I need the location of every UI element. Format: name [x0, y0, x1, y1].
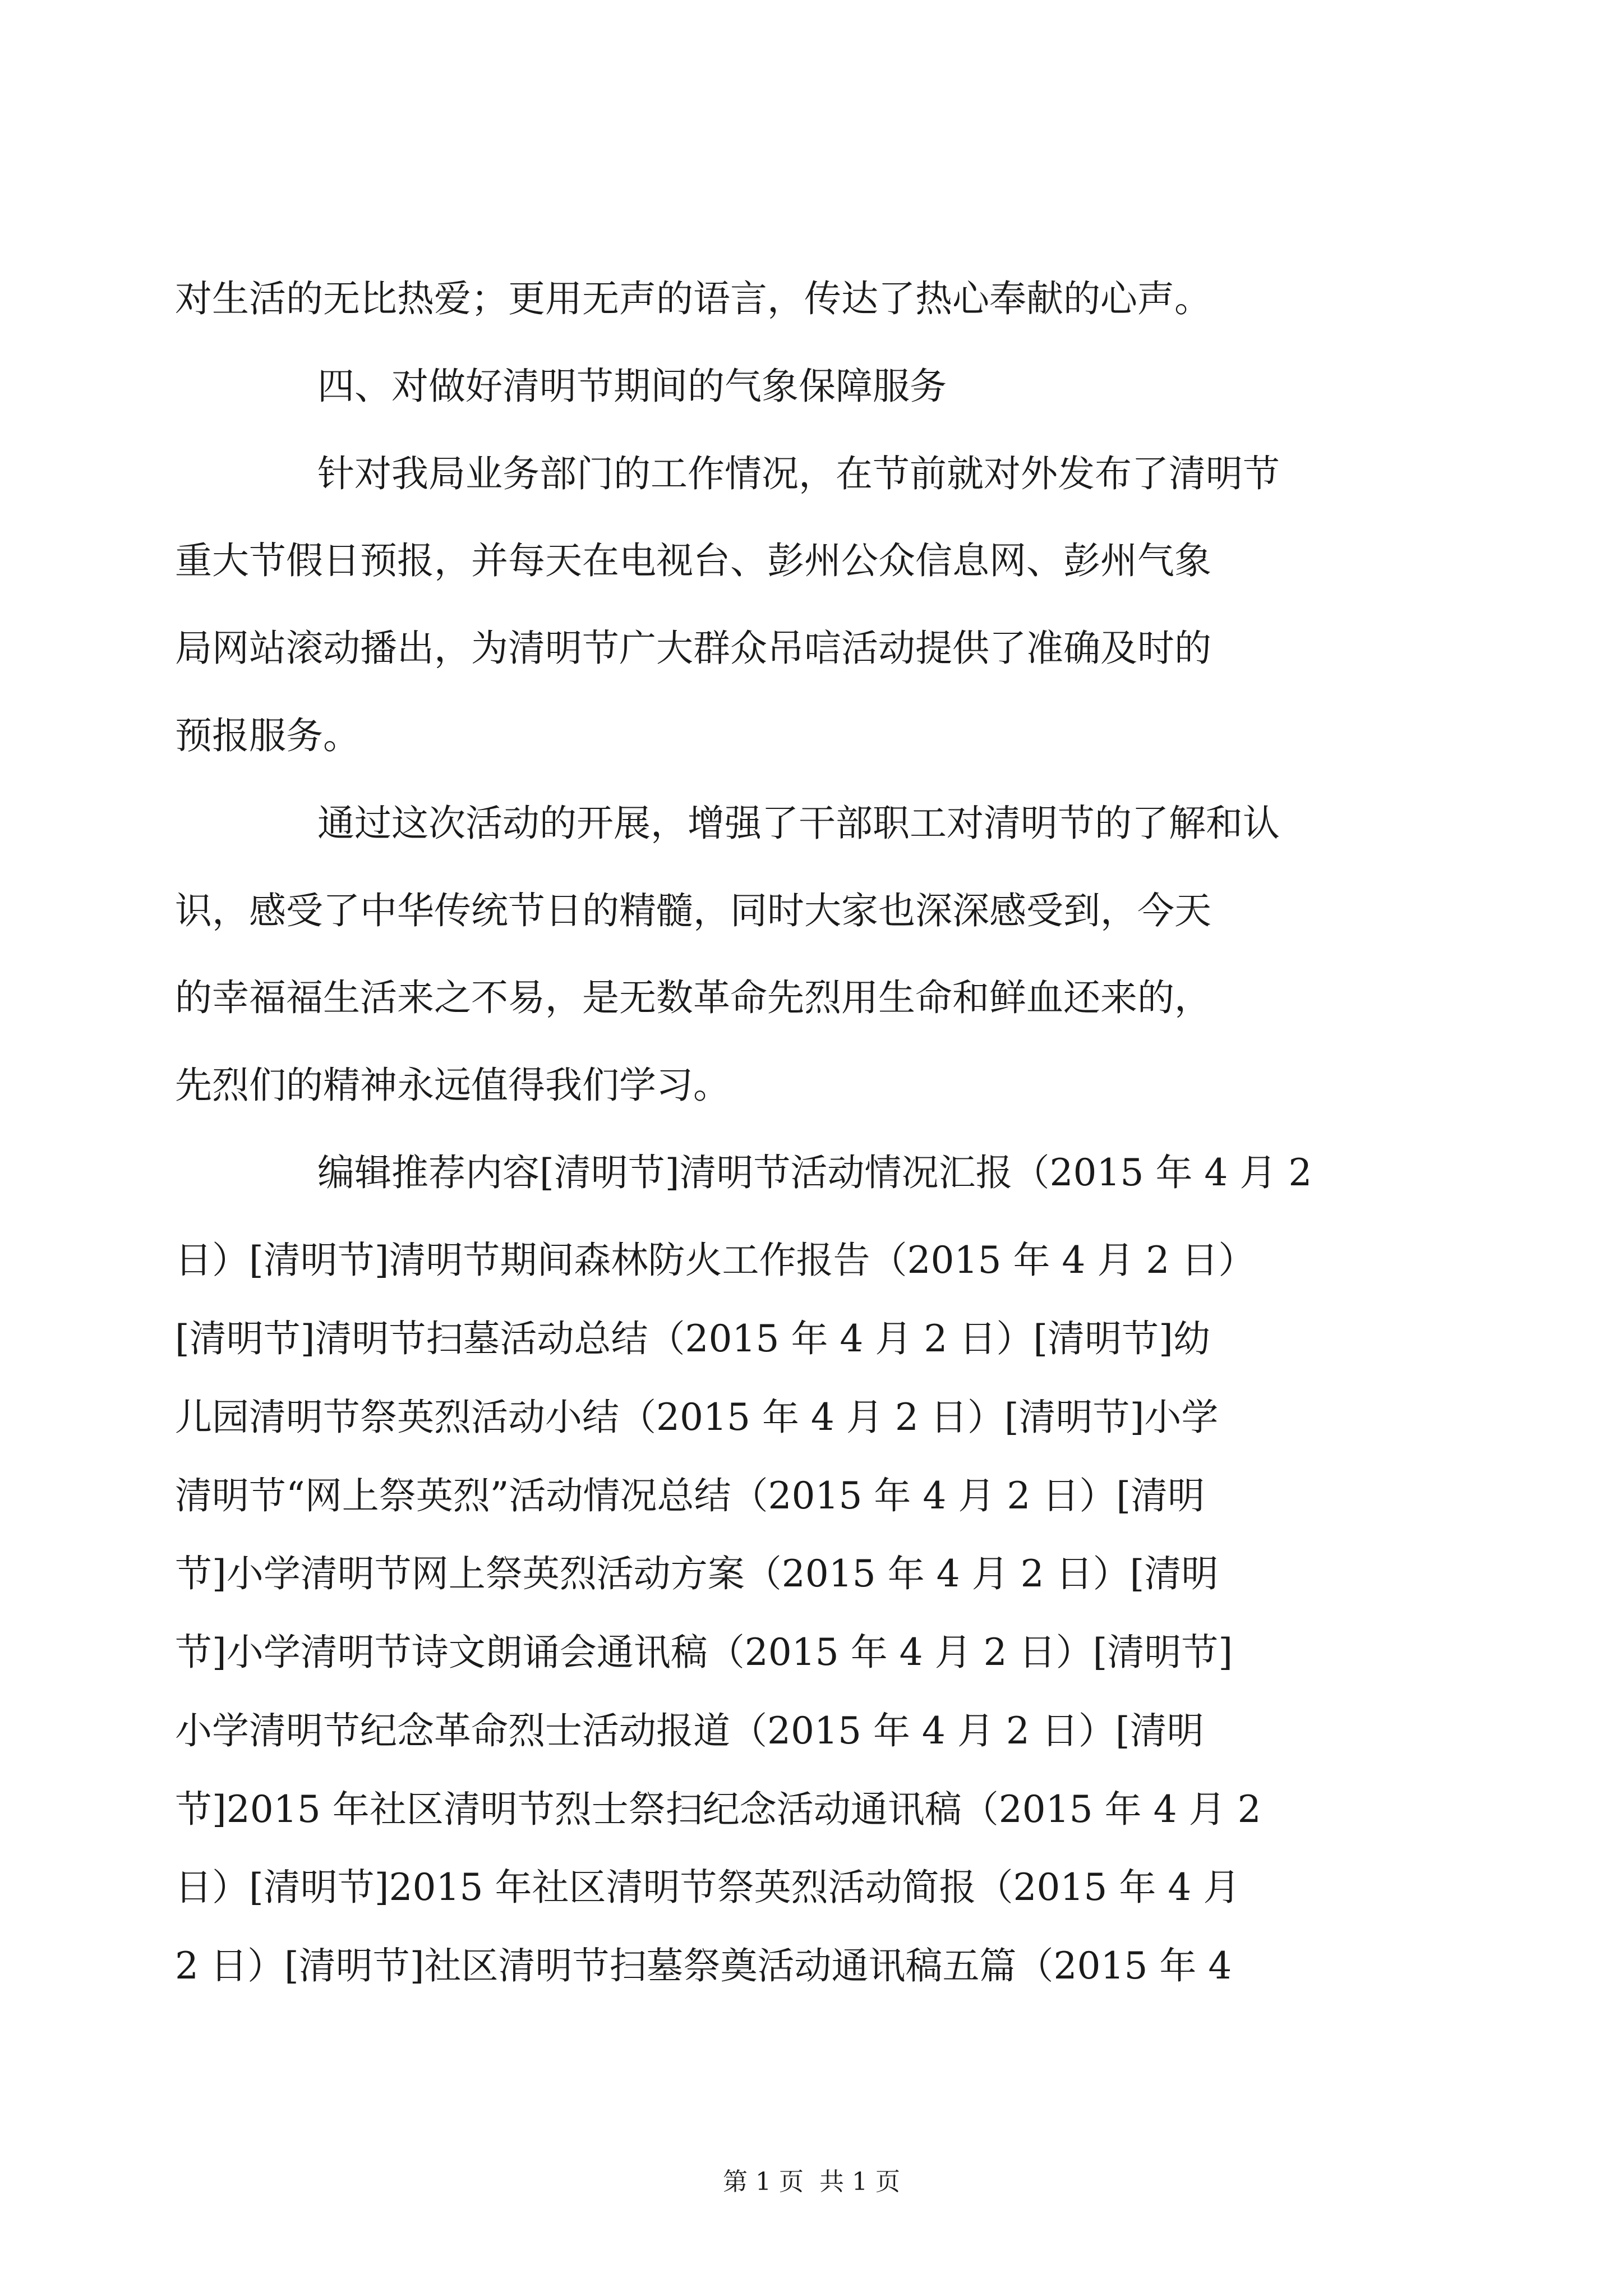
text-line: 节]小学清明节诗文朗诵会通讯稿（2015 年 4 月 2 日）[清明节] [175, 1631, 1233, 1674]
text-line: 通过这次活动的开展，增强了干部职工对清明节的了解和认 [317, 802, 1280, 845]
text-line: 日）[清明节]清明节期间森林防火工作报告（2015 年 4 月 2 日） [175, 1239, 1256, 1282]
text-line: 节]2015 年社区清明节烈士祭扫纪念活动通讯稿（2015 年 4 月 2 [175, 1788, 1261, 1831]
text-line: [清明节]清明节扫墓活动总结（2015 年 4 月 2 日）[清明节]幼 [175, 1317, 1210, 1360]
text-line: 预报服务。 [175, 714, 360, 757]
text-line: 小学清明节纪念革命烈士活动报道（2015 年 4 月 2 日）[清明 [175, 1709, 1204, 1752]
text-line: 日）[清明节]2015 年社区清明节祭英烈活动简报（2015 年 4 月 [175, 1866, 1241, 1909]
text-line: 针对我局业务部门的工作情况，在节前就对外发布了清明节 [317, 452, 1280, 495]
text-line: 编辑推荐内容[清明节]清明节活动情况汇报（2015 年 4 月 2 [317, 1151, 1312, 1194]
text-line: 2 日）[清明节]社区清明节扫墓祭奠活动通讯稿五篇（2015 年 4 [175, 1944, 1232, 1987]
text-line: 重大节假日预报，并每天在电视台、彭州公众信息网、彭州气象 [175, 539, 1211, 582]
text-line: 的幸福福生活来之不易，是无数革命先烈用生命和鲜血还来的， [175, 976, 1211, 1019]
text-line: 节]小学清明节网上祭英烈活动方案（2015 年 4 月 2 日）[清明 [175, 1552, 1219, 1595]
text-line: 局网站滚动播出，为清明节广大群众吊唁活动提供了准确及时的 [175, 627, 1211, 670]
text-line: 对生活的无比热爱；更用无声的语言，传达了热心奉献的心声。 [175, 277, 1211, 320]
section-heading: 四、对做好清明节期间的气象保障服务 [317, 365, 947, 408]
text-line: 先烈们的精神永远值得我们学习。 [175, 1064, 730, 1107]
page-number-footer: 第 1 页 共 1 页 [723, 2168, 900, 2196]
text-line: 清明节“网上祭英烈”活动情况总结（2015 年 4 月 2 日）[清明 [175, 1474, 1205, 1517]
text-line: 识，感受了中华传统节日的精髓，同时大家也深深感受到，今天 [175, 889, 1211, 932]
text-line: 儿园清明节祭英烈活动小结（2015 年 4 月 2 日）[清明节]小学 [175, 1396, 1219, 1439]
